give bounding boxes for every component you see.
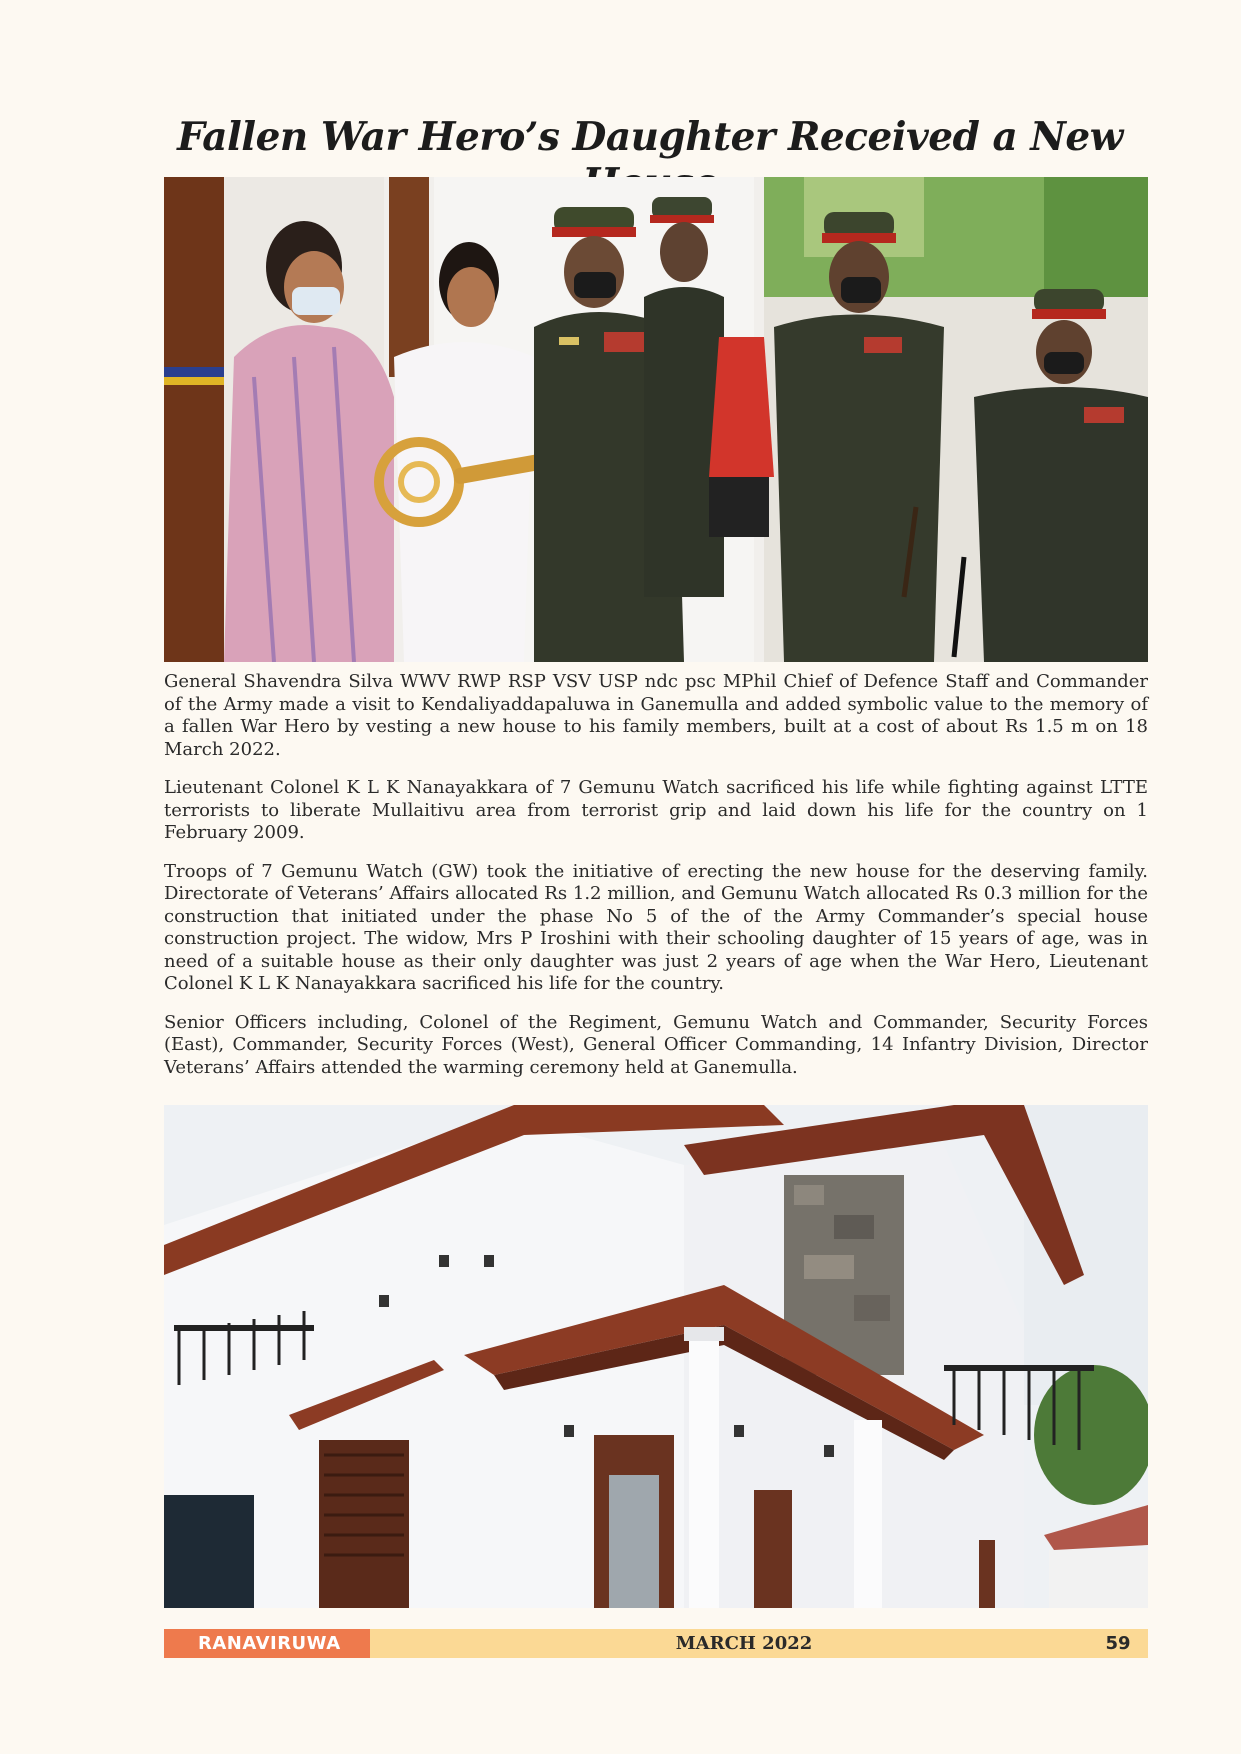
page-footer: [164, 1629, 1148, 1658]
article-title: Fallen War Hero’s Daughter Received a New: [177, 114, 1123, 160]
paragraph-2: Lieutenant Colonel K L K Nanayakkara of 7 Gemunu Watch sacrificed his life while fighting against LTTE terrorists to liberate Mullaitivu area from terrorist grip and laid down his life for the country on 1 February 2009.: [164, 777, 1148, 843]
issue-date: MARCH 2022: [675, 1633, 813, 1654]
magazine-name: RANAVIRUWA: [164, 1629, 370, 1658]
paragraph-1: General Shavendra Silva WWV RWP RSP VSV USP ndc psc MPhil Chief of Defence Staff and Commander of the Army made a visit to Kendaliyaddapaluwa in Ganemulla and added symbolic value to the memory of a fallen War Hero by vesting a new house to his family members, built at a cost of about Rs 1.5 m on 18 March 2022.: [164, 671, 1148, 760]
paragraph-4: Senior Officers including, Colonel of the Regiment, Gemunu Watch and Commander, Security Forces (East), Commander, Security Forces (West), General Officer Commanding, 14 Infantry Division, Director Veterans’ Affairs attended the warming ceremony held at Ganemulla.: [164, 1011, 1148, 1078]
paragraph-3: Troops of 7 Gemunu Watch (GW) took the initiative of erecting the new house for the deserving family. Directorate of Veterans’ Affairs allocated Rs 1.2 million, and Gemunu Watch allocated Rs 0.3 million for the construction that initiated under the phase No 5 of the of the Army Commander’s special house construction project. The widow, Mrs P Iroshini with their schooling daughter of 15 years of age, was in need of a suitable house as their only daughter was just 2 years of age when the War Hero, Lieutenant Colonel K L K Nanayakkara sacrificed his life for the country.: [164, 860, 1148, 994]
photo-new-house: [164, 1105, 1148, 1608]
article-body: [164, 671, 1148, 1095]
page-number: 59: [1105, 1633, 1131, 1654]
photo-key-handover: [164, 177, 1148, 662]
